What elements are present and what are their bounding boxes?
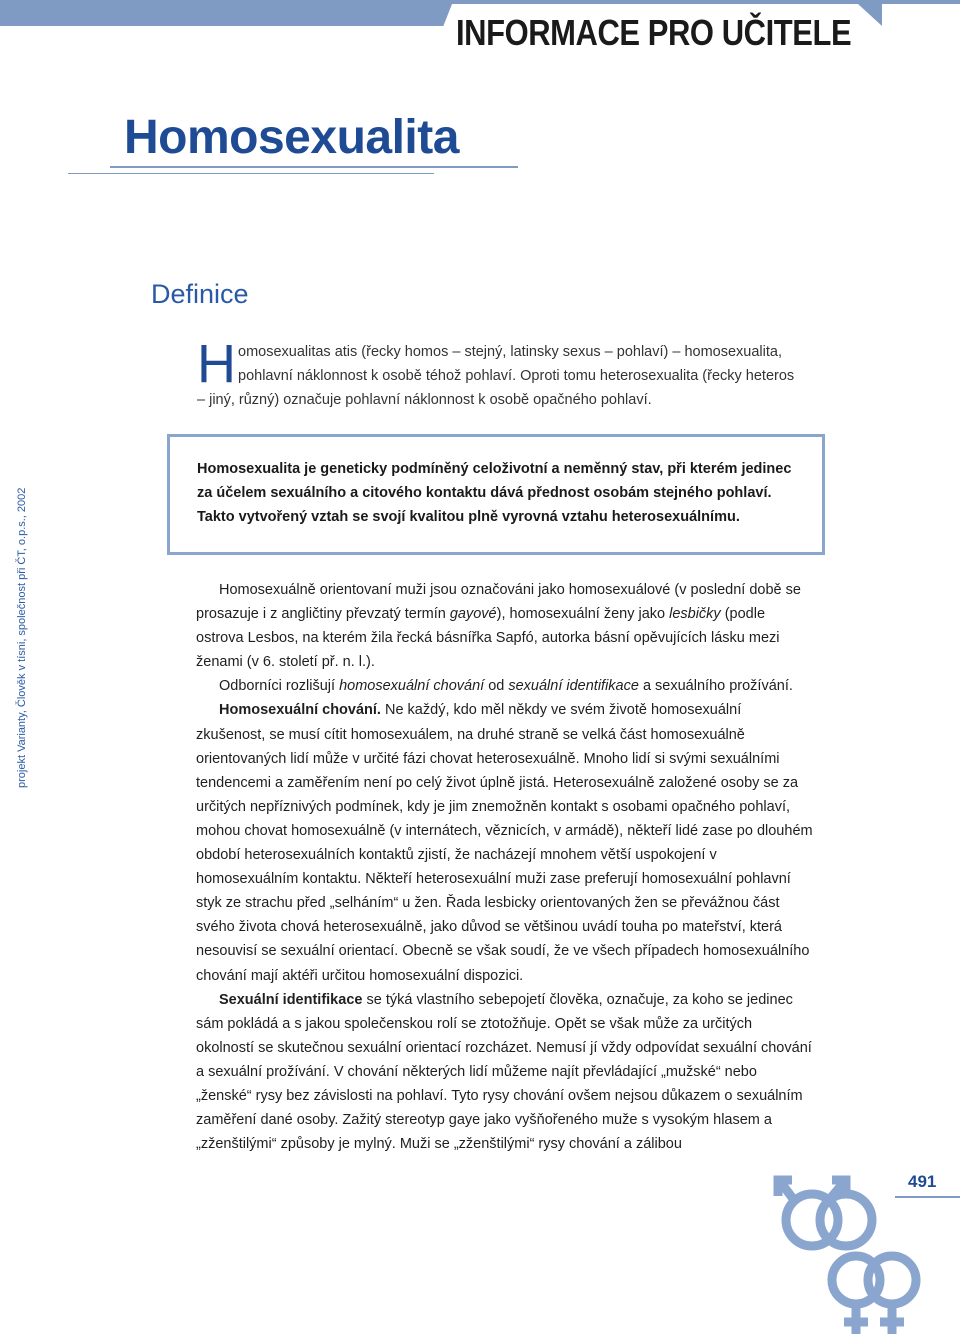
male-symbols-icon: [778, 1180, 872, 1246]
body-text: [196, 578, 814, 1156]
female-symbols-icon: [832, 1256, 916, 1334]
title-underline-secondary: [68, 173, 434, 174]
sidebar-credit: projekt Varianty, Člověk v tísni, společnost při ČT, o.p.s., 2002: [16, 487, 28, 788]
paragraph-2: Odborníci rozlišují homosexuální chování od sexuální identifikace a sexuálního prožívání.: [219, 678, 793, 695]
paragraph-3: Homosexuální chování. Ne každý, kdo měl někdy ve svém životě homosexuální zkušenost, se musí cítit homosexuálem, na druhé straně se velká část homosexuálně orientovaných lidí může v určité fázi chovat heterosexuálně. Mnoho lidí si svými sexuálními tendencemi a zaměřením není po celý život úplně jistá. Heterosexuálně založené osoby se za určitých nepříznivých podmínek, kdy je jim znemožněn kontakt s osobami opačného pohlaví, mohou chovat homosexuálně (v internátech, věznicích, v armádě), někteří lidé zase po dlouhém období heterosexuálních kontaktů zjistí, že nacházejí mnohem větší uspokojení v homosexuálním kontaktu. Někteří heterosexuální muži zase preferují homosexuální pohlavní styk ze strachu před „selháním“ u žen. Řada lesbicky orientovaných žen se převážnou část svého života chová heterosexuálně, jako důvod se většinou uvádí touha po mateřství, která nesouvisí se sexuální orientací. Obecně se však soudí, že ve všech případech homosexuálního chování mají aktéři určitou homosexuální dispozici.: [196, 702, 813, 984]
paragraph-4: Sexuální identifikace se týká vlastního sebepojetí člověka, označuje, za koho se jedinec sám pokládá a s jakou společenskou rolí se ztotožňuje. Opět se však může za určitých okolností se skutečnou sexuální orientací rozcházet. Nemusí jí vždy odpovídat sexuální chování a sexuální prožívání. V chování některých lidí můžeme najít převládající „mužské“ nebo „ženské“ rysy bez závislosti na pohlaví. Tyto rysy chování ovšem nejsou důkazem o sexuálním zaměření dané osoby. Zažitý stereotyp gaye jako vyšňořeného muže s vysokým hlasem a „zženštilými“ způsoby je mylný. Muži se „zženštilými“ rysy chování a zálibou: [196, 991, 812, 1153]
paragraph-1: Homosexuálně orientovaní muži jsou označováni jako homosexuálové (v poslední době se prosazuje i z angličtiny převzatý termín gayové), homosexuální ženy jako lesbičky (podle ostrova Lesbos, na kterém žila řecká básnířka Sapfó, autorka básní opěvujících lásku mezi ženami (v 6. století př. n. l.).: [196, 582, 801, 671]
page-title: Homosexualita: [124, 111, 459, 164]
header-banner-title: INFORMACE PRO UČITELE: [456, 12, 852, 53]
title-underline: [110, 166, 518, 168]
intro-text: omosexualitas atis (řecky homos – stejný, latinsky sexus – pohlaví) – homosexualita, pohlavní náklonnost k osobě téhož pohlaví. Oproti tomu heterosexualita (řecky heteros – jiný, různý) označuje pohlavní náklonnost k osobě opačného pohlaví.: [197, 344, 795, 408]
term-homosexual-behavior: Homosexuální chování.: [219, 702, 381, 719]
gender-symbols-decoration: [770, 1162, 940, 1340]
term-sexual-identification: Sexuální identifikace: [219, 991, 363, 1008]
definition-text: Homosexualita je geneticky podmíněný celoživotní a neměnný stav, při kterém jedinec za účelem sexuálního a citového kontaktu dává přednost osobám stejného pohlaví. Takto vytvořený vztah se svojí kvalitou plně vyrovná vztahu heterosexuálnímu.: [197, 461, 792, 525]
page-number: 491: [908, 1172, 937, 1191]
drop-cap: H: [197, 334, 236, 394]
section-heading: Definice: [151, 279, 249, 309]
intro-paragraph: [197, 334, 797, 412]
